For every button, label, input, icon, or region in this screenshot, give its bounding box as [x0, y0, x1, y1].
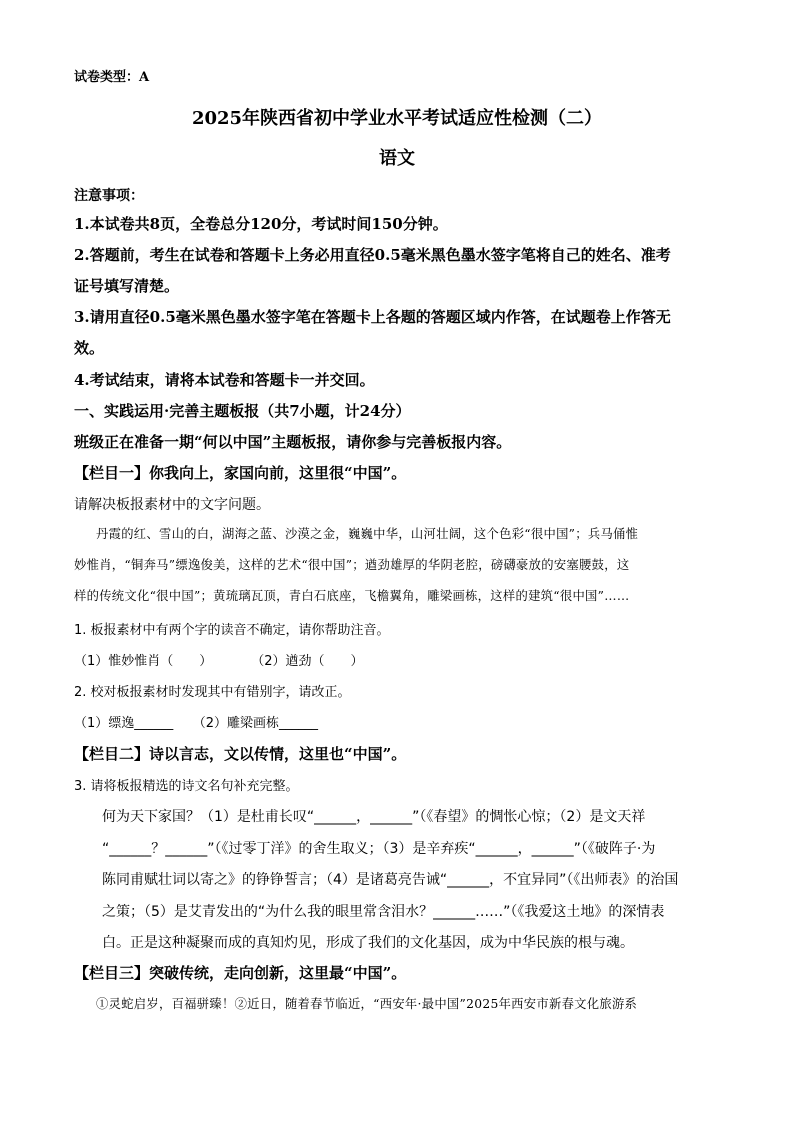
poem-line: 何为天下家国？（1）是杜甫长叹“______，______”（《春望》的惆怅心惊；（2）是文天祥: [102, 809, 646, 825]
poem-line: “______？______”（《过零丁洋》的舍生取义；（3）是辛弃疾“______，______”（《破阵子·为: [102, 841, 656, 857]
material-line: 样的传统文化“很中国”；黄琉璃瓦顶，青白石底座，飞檐翼角，雕梁画栋，这样的建筑“很中国”……: [74, 589, 630, 603]
section-intro: 班级正在准备一期“何以中国”主题板报，请你参与完善板报内容。: [74, 433, 512, 451]
question-1-items: （1）惟妙惟肖（ ） （2）遒劲（ ）: [74, 654, 364, 669]
poem-line: 陈同甫赋壮词以寄之》的铮铮誓言；（4）是诸葛亮告诫“______，不宜异同”（《出师表》的治国: [102, 872, 679, 888]
notice-item: 3.请用直径0.5毫米黑色墨水签字笔在答题卡上各题的答题区域内作答，在试题卷上作答无: [74, 308, 671, 326]
column1-instruction: 请解决板报素材中的文字问题。: [74, 497, 270, 513]
poem-line: 白。正是这种凝聚而成的真知灼见，形成了我们的文化基因，成为中华民族的根与魂。: [102, 935, 634, 951]
section-heading: 一、实践运用·完善主题板报（共7小题，计24分）: [74, 402, 411, 420]
question-2: 2. 校对板报素材时发现其中有错别字，请改正。: [74, 685, 351, 700]
column1-heading: 【栏目一】你我向上，家国向前，这里很“中国”。: [74, 464, 407, 482]
notice-item: 证号填写清楚。: [74, 277, 180, 295]
column2-heading: 【栏目二】诗以言志，文以传情，这里也“中国”。: [74, 745, 407, 763]
exam-title: 2025年陕西省初中学业水平考试适应性检测（二）: [191, 108, 603, 129]
material-line: 妙惟肖，“铜奔马”缥逸俊美，这样的艺术“很中国”；遒劲雄厚的华阴老腔，磅礴豪放的安塞腰鼓，这: [74, 558, 630, 572]
poem-line: 之策；（5）是艾青发出的“为什么我的眼里常含泪水？______……”（《我爱这土地》的深情表: [102, 904, 665, 920]
notice-heading: 注意事项：: [74, 188, 144, 204]
material-line: 丹霞的红、雪山的白，湖海之蓝、沙漠之金，巍巍中华，山河壮阔，这个色彩“很中国”；兵马俑惟: [96, 527, 639, 541]
notice-item: 效。: [74, 339, 105, 357]
question-3: 3. 请将板报精选的诗文名句补充完整。: [74, 779, 299, 794]
notice-item: 1.本试卷共8页，全卷总分120分，考试时间150分钟。: [74, 215, 448, 233]
subject-title: 语文: [379, 148, 415, 169]
column3-heading: 【栏目三】突破传统，走向创新，这里最“中国”。: [74, 964, 407, 982]
notice-item: 4.考试结束，请将本试卷和答题卡一并交回。: [74, 371, 375, 389]
question-2-items: （1）缥逸______ （2）雕梁画栋______: [74, 716, 319, 731]
paper-type: 试卷类型：A: [74, 70, 150, 85]
question-1: 1. 板报素材中有两个字的读音不确定，请你帮助注音。: [74, 623, 390, 638]
notice-item: 2.答题前，考生在试卷和答题卡上务必用直径0.5毫米黑色墨水签字笔将自己的姓名、准考: [74, 246, 671, 264]
material-line: ①灵蛇启岁，百福骈臻！②近日，随着春节临近，“西安年·最中国”2025年西安市新春文化旅游系: [96, 997, 638, 1011]
